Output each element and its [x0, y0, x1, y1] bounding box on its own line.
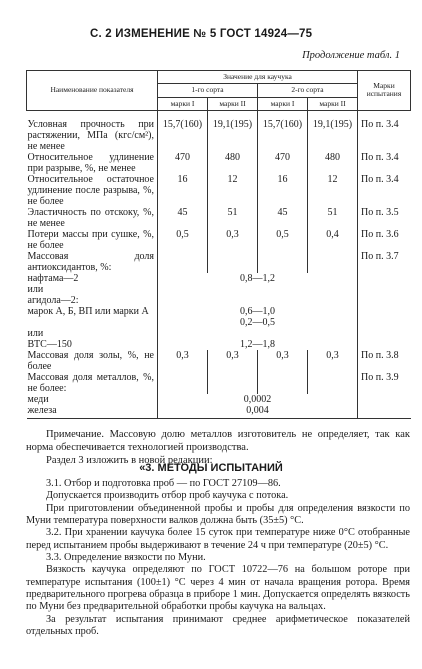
section-title: «3. МЕТОДЫ ИСПЫТАНИЙ: [139, 462, 283, 474]
cell-value: 480: [308, 152, 358, 174]
row-name: или: [27, 327, 44, 339]
row-name: нафтама—2: [27, 272, 79, 284]
table-row: [27, 229, 411, 251]
header-grade-1: 1-го сорта: [158, 84, 258, 97]
cell-value: 0,3: [308, 350, 358, 372]
cell-method: По п. 3.8: [358, 350, 411, 372]
cell-value: 51: [208, 207, 258, 229]
section-body: [26, 478, 410, 638]
properties-table: [26, 70, 411, 419]
row-name: меди: [27, 393, 49, 405]
cell-value: 19,1(195): [208, 110, 258, 152]
cell-value: 0,004: [158, 405, 358, 419]
table-row: [27, 350, 411, 372]
table-row: [27, 306, 411, 328]
table-row: [27, 174, 411, 207]
table-continuation-label: Продолжение табл. 1: [302, 50, 400, 61]
row-name: Массовая доля антиоксидантов, %:: [27, 250, 154, 273]
cell-method: [358, 394, 411, 405]
cell-value: [308, 251, 358, 273]
cell-value: 470: [258, 152, 308, 174]
table-row: [27, 405, 411, 419]
cell-value: [158, 251, 208, 273]
cell-value: 0,6—1,0 0,2—0,5: [158, 306, 358, 328]
cell-value: 16: [158, 174, 208, 207]
row-name: ВТС—150: [27, 338, 72, 350]
cell-value: 19,1(195): [308, 110, 358, 152]
cell-value: 0,0002: [158, 394, 358, 405]
cell-value: 16: [258, 174, 308, 207]
cell-method: [358, 273, 411, 284]
table-row: [27, 152, 411, 174]
cell-method: [358, 295, 411, 306]
paragraph: При приготовлении объединенной пробы и пробы для определения вязкости по Муни температура поверхности валков должна быть (35±5) °С.: [26, 502, 410, 527]
cell-value: [158, 295, 358, 306]
cell-method: [358, 339, 411, 350]
cell-method: По п. 3.7: [358, 251, 411, 273]
cell-value: 480: [208, 152, 258, 174]
paragraph: 3.2. При хранении каучука более 15 суток при температуре ниже 0°С отобранные перед испытанием пробы выдерживают в течение 24 ч при температуре (20±5) °С.: [26, 527, 410, 551]
cell-method: По п. 3.4: [358, 110, 411, 152]
section-replacement-text: Раздел 3 изложить в новой редакции:: [46, 455, 213, 467]
cell-value: [158, 372, 208, 394]
cell-value: [158, 328, 358, 339]
table-row: [27, 251, 411, 273]
cell-value: [158, 284, 358, 295]
cell-value: [308, 372, 358, 394]
table-row: [27, 339, 411, 350]
table-row: [27, 273, 411, 284]
cell-value: 12: [308, 174, 358, 207]
cell-method: По п. 3.6: [358, 229, 411, 251]
paragraph: Допускается производить отбор проб каучука с потока.: [46, 490, 289, 502]
cell-value: 0,3: [208, 229, 258, 251]
row-name: Массовая доля металлов, %, не более:: [27, 371, 154, 394]
cell-value: 51: [308, 207, 358, 229]
table-row: [27, 295, 411, 306]
cell-method: [358, 306, 411, 328]
cell-value: 0,4: [308, 229, 358, 251]
cell-value: [258, 251, 308, 273]
header-value: Значение для каучука: [158, 71, 358, 84]
row-name: или: [27, 283, 44, 295]
cell-value: [258, 372, 308, 394]
cell-method: По п. 3.9: [358, 372, 411, 394]
row-name: Относительное удлинение при разрыве, %, не менее: [27, 151, 154, 174]
cell-value: 0,5: [158, 229, 208, 251]
paragraph: Вязкость каучука определяют по ГОСТ 10722—76 на большом роторе при температуре испытания (100±1) °С через 4 мин от начала вращения ротора. Время предварительного прогрева образца в приборе 1 мин. Допускается определять вязкость по Муни без предварительной обработки пробы каучука на вальцах.: [26, 564, 410, 613]
row-name: Условная прочность при растяжении, МПа (кгс/см²), не менее: [27, 118, 154, 152]
cell-value: [208, 372, 258, 394]
cell-value: 15,7(160): [258, 110, 308, 152]
cell-value: 45: [158, 207, 208, 229]
table-row: [27, 207, 411, 229]
header-indicator-name: Наименование показателя: [27, 71, 158, 111]
cell-method: По п. 3.4: [358, 152, 411, 174]
paragraph: 3.3. Определение вязкости по Муни.: [46, 552, 206, 564]
cell-value: 0,3: [158, 350, 208, 372]
cell-value: 470: [158, 152, 208, 174]
table-row: [27, 284, 411, 295]
row-name: железа: [27, 405, 158, 419]
paragraph: 3.1. Отбор и подготовка проб — по ГОСТ 27109—86.: [46, 478, 281, 489]
cell-value: 1,2—1,8: [158, 339, 358, 350]
cell-method: По п. 3.5: [358, 207, 411, 229]
row-name: Относительное остаточное удлинение после разрыва, %, не более: [27, 173, 154, 207]
header-grade-2: 2-го сорта: [258, 84, 358, 97]
cell-value: 12: [208, 174, 258, 207]
table-row: [27, 328, 411, 339]
page-header: С. 2 ИЗМЕНЕНИЕ № 5 ГОСТ 14924—75: [90, 28, 313, 40]
cell-value: 0,8—1,2: [158, 273, 358, 284]
cell-method: [358, 328, 411, 339]
cell-value: [208, 251, 258, 273]
row-name: Потери массы при сушке, %, не более: [27, 228, 154, 251]
cell-value: 0,5: [258, 229, 308, 251]
cell-method: [358, 405, 411, 419]
header-test-method: Марки испытания: [358, 71, 411, 111]
header-brand-2: марки II: [308, 97, 358, 110]
row-name: Массовая доля золы, %, не более: [27, 349, 154, 372]
table-row: [27, 372, 411, 394]
cell-value: 0,3: [258, 350, 308, 372]
row-name: агидола—2:: [27, 294, 79, 306]
cell-value: 0,3: [208, 350, 258, 372]
header-brand-1: марки I: [258, 97, 308, 110]
note-text: Примечание. Массовую долю металлов изготовитель не определяет, так как норма обеспечивается технологией производства.: [26, 429, 410, 454]
cell-method: [358, 284, 411, 295]
table-row: [27, 394, 411, 405]
cell-method: По п. 3.4: [358, 174, 411, 207]
header-brand-2: марки II: [208, 97, 258, 110]
row-name: марок А, Б, ВП или марки А: [27, 305, 149, 317]
header-brand-1: марки I: [158, 97, 208, 110]
paragraph: За результат испытания принимают среднее арифметическое показателей отдельных проб.: [26, 613, 410, 638]
cell-value: 45: [258, 207, 308, 229]
table-row: [27, 110, 411, 152]
cell-value: 15,7(160): [158, 110, 208, 152]
row-name: Эластичность по отскоку, %, не менее: [27, 206, 154, 229]
